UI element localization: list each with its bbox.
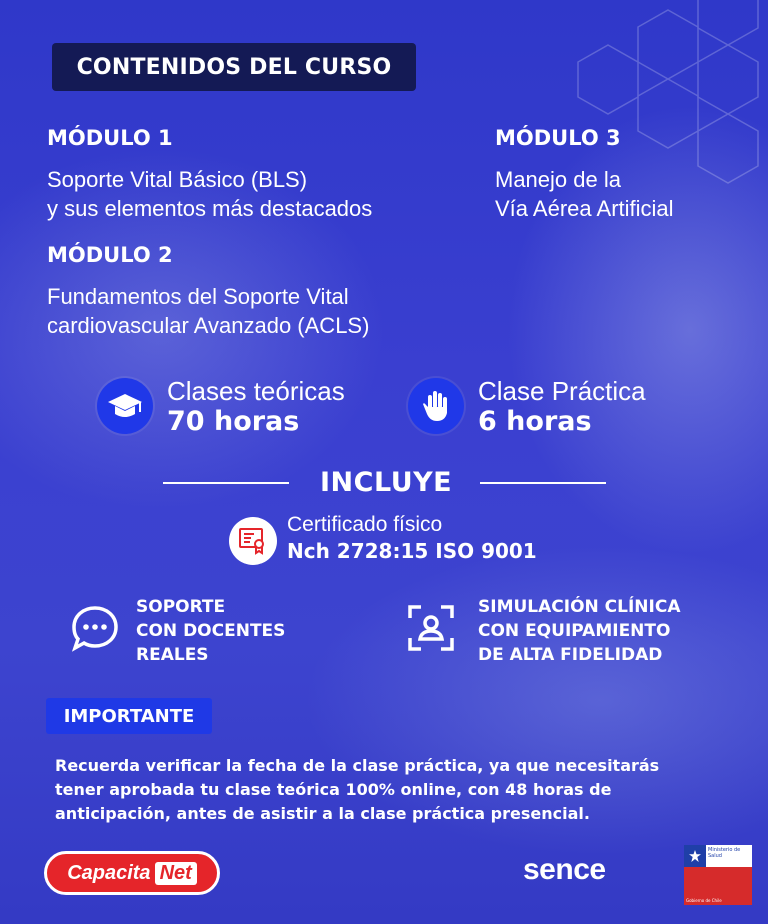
stat-practice-value: 6 horas xyxy=(478,406,592,437)
certificate-value: Nch 2728:15 ISO 9001 xyxy=(287,539,537,563)
ministerio-salud-logo xyxy=(684,845,752,905)
feature-simulation-line-2: CON EQUIPAMIENTO xyxy=(478,621,671,641)
module-1-line-2: y sus elementos más destacados xyxy=(47,196,373,221)
chat-bubble-icon xyxy=(70,604,120,658)
includes-title: INCLUYE xyxy=(320,467,453,498)
stat-theory-label: Clases teóricas xyxy=(167,376,345,406)
stat-practice xyxy=(478,376,646,438)
module-3-line-1: Manejo de la xyxy=(495,167,621,192)
feature-support-line-2: CON DOCENTES xyxy=(136,621,286,641)
stat-practice-label: Clase Práctica xyxy=(478,376,646,406)
module-1-text xyxy=(47,165,372,223)
capacitanet-logo xyxy=(44,851,220,895)
feature-support-line-3: REALES xyxy=(136,645,209,665)
hand-icon xyxy=(408,378,464,434)
certificate-icon xyxy=(229,517,277,565)
important-line-3: anticipación, antes de asistir a la clase práctica presencial. xyxy=(55,804,590,823)
important-badge: IMPORTANTE xyxy=(46,698,212,734)
important-line-1: Recuerda verificar la fecha de la clase práctica, ya que necesitarás xyxy=(55,756,660,775)
module-1-line-1: Soporte Vital Básico (BLS) xyxy=(47,167,308,192)
stat-theory xyxy=(167,376,345,438)
feature-support xyxy=(136,595,285,667)
module-3-line-2: Vía Aérea Artificial xyxy=(495,196,674,221)
star-icon xyxy=(684,845,706,867)
feature-simulation-line-1: SIMULACIÓN CLÍNICA xyxy=(478,597,681,617)
certificate-label: Certificado físico xyxy=(287,513,443,536)
divider-left xyxy=(163,482,289,484)
feature-simulation-line-3: DE ALTA FIDELIDAD xyxy=(478,645,663,665)
module-1-title: MÓDULO 1 xyxy=(47,126,173,150)
divider-right xyxy=(480,482,606,484)
hexagon-pattern xyxy=(468,0,768,300)
module-2-text xyxy=(47,282,369,340)
module-2-line-1: Fundamentos del Soporte Vital xyxy=(47,284,349,309)
feature-support-line-1: SOPORTE xyxy=(136,597,226,617)
certificate-info xyxy=(287,513,537,563)
user-scan-icon xyxy=(407,604,455,656)
minsal-label: Ministerio de Salud xyxy=(706,845,752,867)
graduation-cap-icon xyxy=(97,378,153,434)
important-text xyxy=(55,754,659,826)
module-3-text xyxy=(495,165,674,223)
section-title: CONTENIDOS DEL CURSO xyxy=(52,43,416,91)
gobierno-label: Gobierno de Chile xyxy=(684,867,752,905)
module-2-title: MÓDULO 2 xyxy=(47,243,173,267)
important-line-2: tener aprobada tu clase teórica 100% online, con 48 horas de xyxy=(55,780,612,799)
module-2-line-2: cardiovascular Avanzado (ACLS) xyxy=(47,313,370,338)
feature-simulation xyxy=(478,595,681,667)
stat-theory-value: 70 horas xyxy=(167,406,300,437)
capacitanet-logo-text-b: Net xyxy=(155,862,197,885)
sence-logo: sence xyxy=(523,853,606,886)
capacitanet-logo-text-a: Capacita xyxy=(67,861,151,884)
module-3-title: MÓDULO 3 xyxy=(495,126,621,150)
